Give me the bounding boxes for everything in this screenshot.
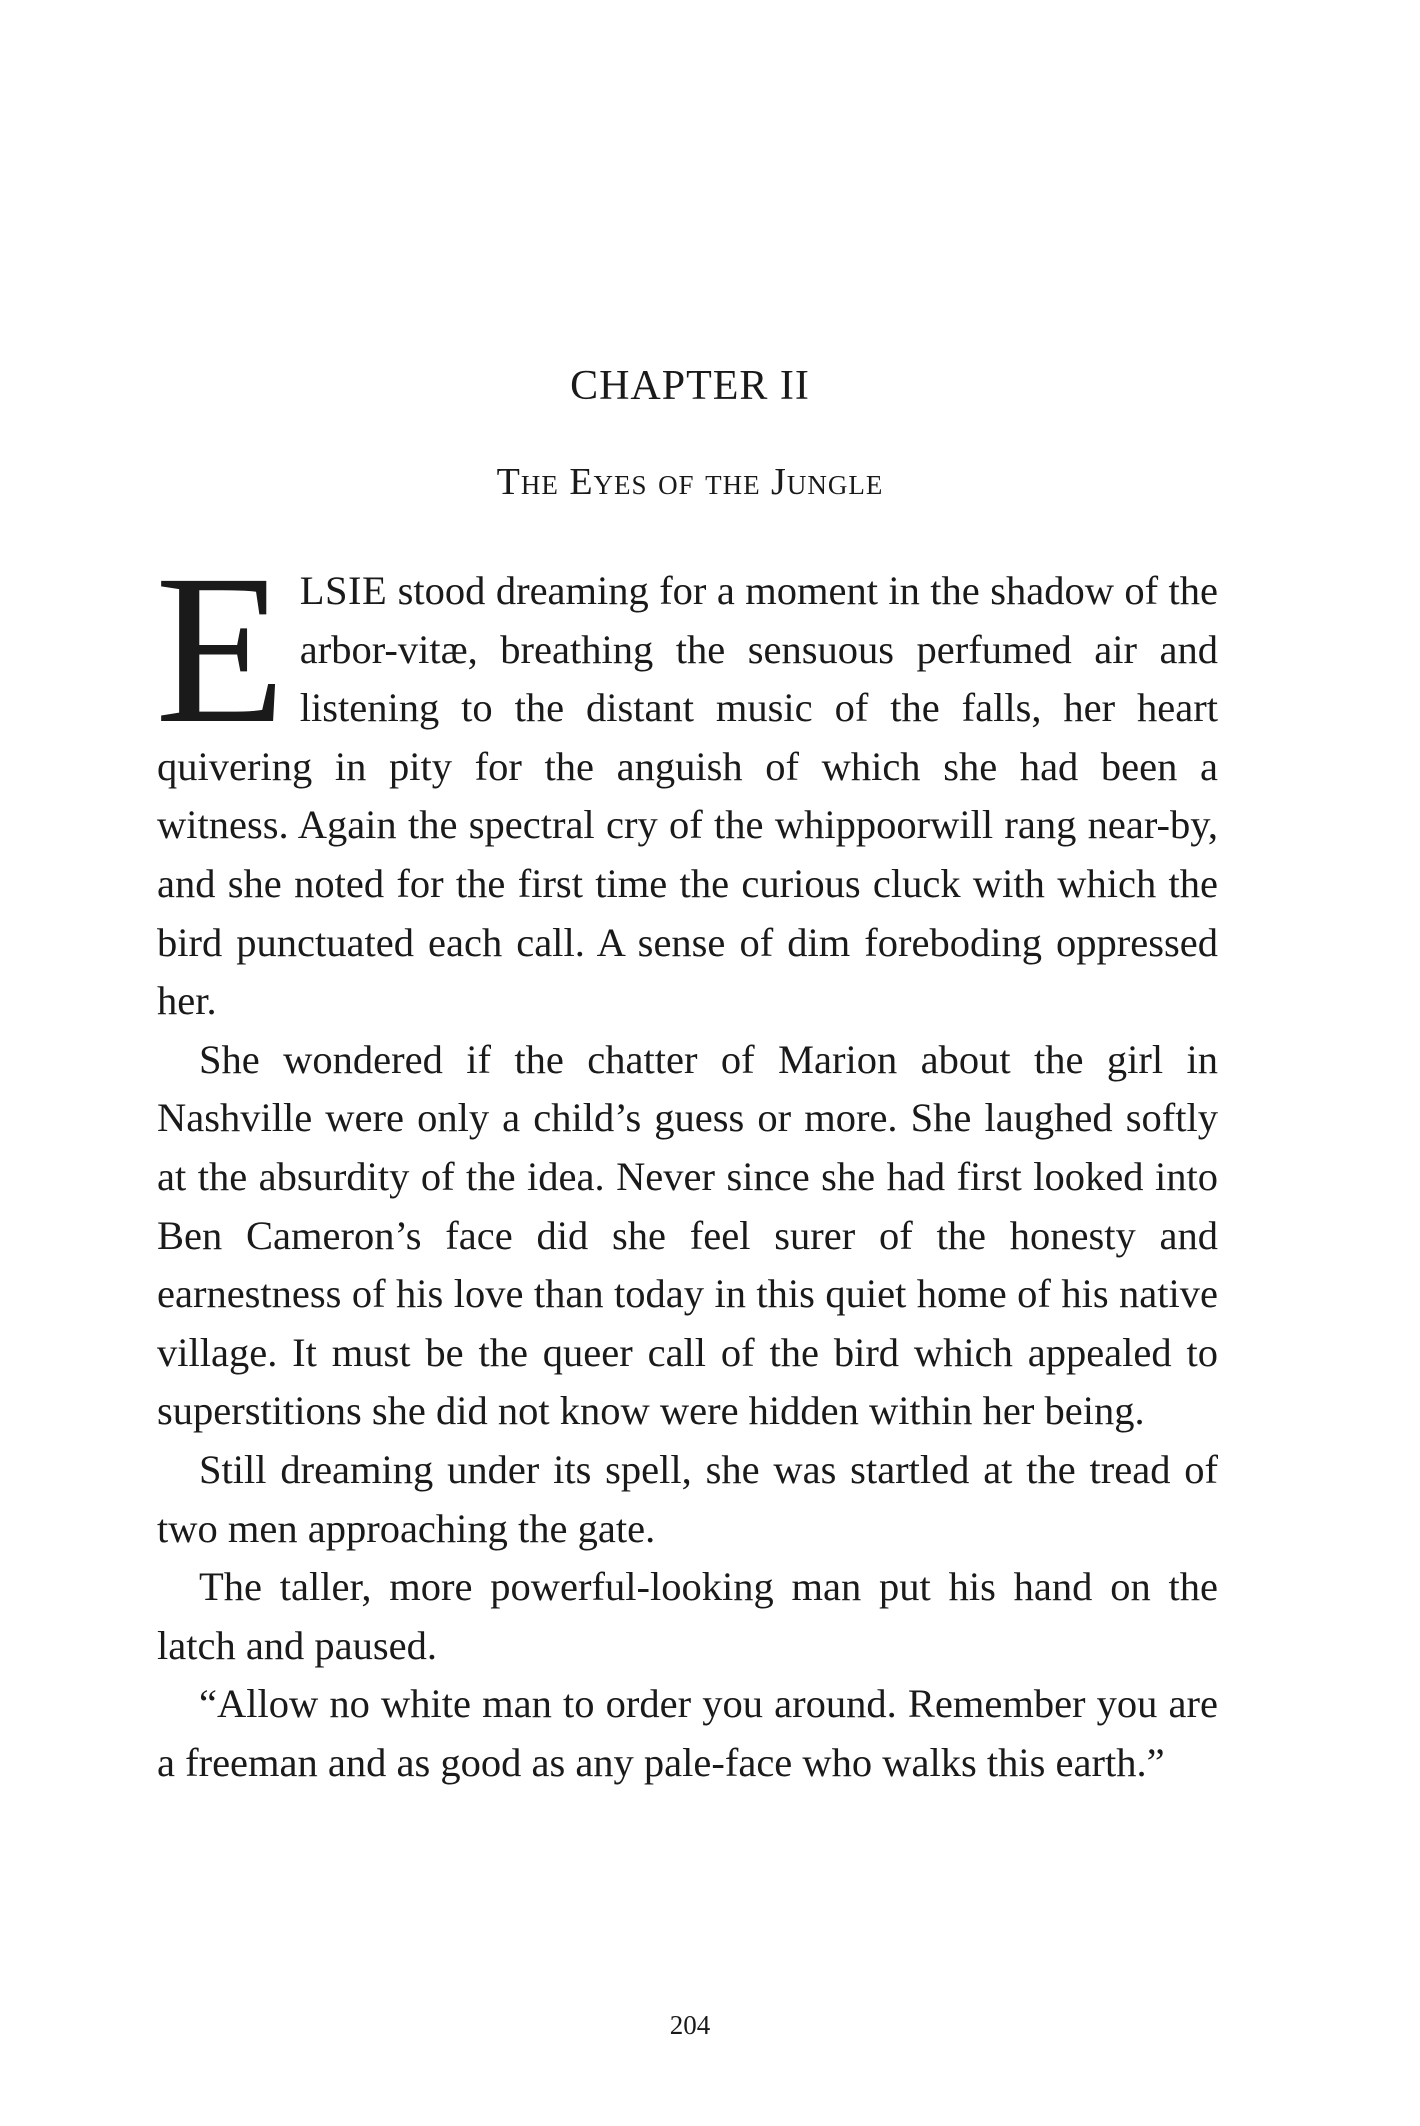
- page-number: 204: [669, 2010, 711, 2040]
- drop-cap: E: [155, 531, 286, 768]
- chapter-heading: CHAPTER II: [570, 363, 810, 409]
- lead-caps: LSIE: [299, 568, 388, 613]
- chapter-title: The Eyes of the Jungle: [496, 461, 884, 503]
- body-text: [155, 531, 1218, 1792]
- paragraph: The taller, more powerful-looking man put his hand on the latch and paused.: [157, 1564, 1218, 1668]
- paragraph: Still dreaming under its spell, she was startled at the tread of two men approaching the gate.: [157, 1446, 1218, 1551]
- paragraph: “Allow no white man to order you around. Remember you are a freeman and as good as any pale-face who walks this earth.”: [157, 1681, 1218, 1785]
- paragraph: She wondered if the chatter of Marion about the girl in Nashville were only a child’s guess or more. She laughed softly at the absurdity of the idea. Never since she had first looked into Ben Cameron’s face did she feel surer of the honesty and earnestness of his love than today in this quiet home of his native village. It must be the queer call of the bird which appealed to superstitions she did not know were hidden within her being.: [157, 1036, 1218, 1434]
- opening-paragraph: [155, 531, 1218, 1031]
- opening-paragraph-text: stood dreaming for a moment in the shadow of the arbor-vitæ, breathing the sensuous perfumed air and listening to the distant music of the falls, her heart quivering in pity for the anguish of which she had been a witness. Again the spectral cry of the whippoorwill rang near-by, and she noted for the first time the curious cluck with which the bird punctuated each call. A sense of dim foreboding oppressed her.: [157, 568, 1218, 1024]
